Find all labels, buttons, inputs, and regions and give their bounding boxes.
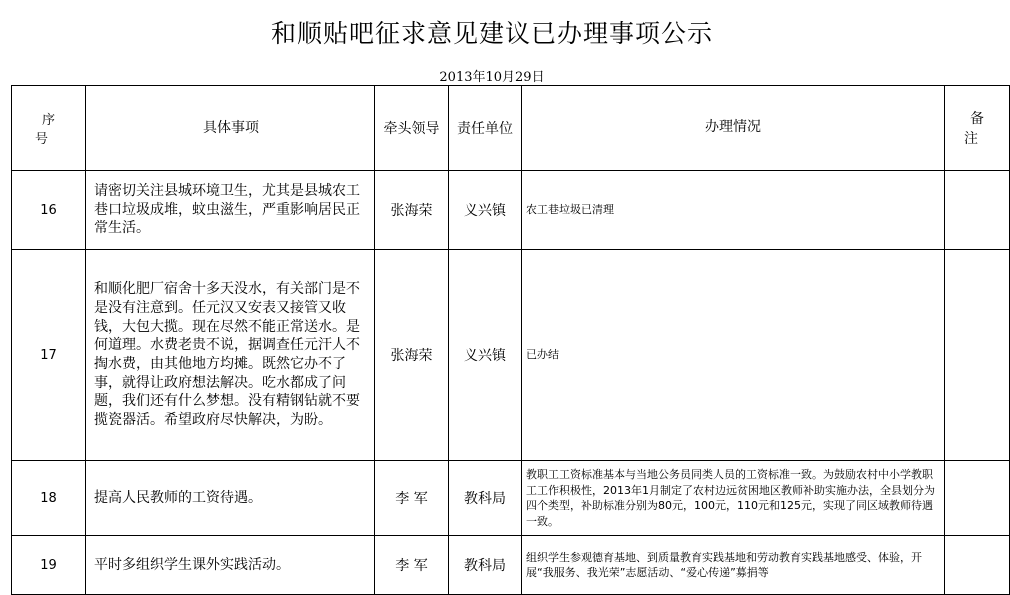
header-note <box>945 86 1010 171</box>
row-item: 请密切关注县城环境卫生，尤其是县城农工巷口垃圾成堆，蚊虫滋生，严重影响居民正常生活。 <box>86 171 375 250</box>
row-leader: 张海荣 <box>375 250 449 461</box>
row-no: 16 <box>12 171 86 250</box>
row-unit: 义兴镇 <box>449 250 522 461</box>
row-note <box>945 250 1010 461</box>
row-note <box>945 171 1010 250</box>
header-unit: 责任单位 <box>449 86 522 171</box>
header-leader: 牵头领导 <box>375 86 449 171</box>
table-row <box>12 461 1010 536</box>
row-unit: 义兴镇 <box>449 171 522 250</box>
row-processing: 已办结 <box>522 250 945 461</box>
row-leader: 李 军 <box>375 461 449 536</box>
row-note <box>945 461 1010 536</box>
header-no-label: 序 号 <box>34 113 69 147</box>
row-item: 平时多组织学生课外实践活动。 <box>86 536 375 595</box>
table-row <box>12 171 1010 250</box>
row-note <box>945 536 1010 595</box>
row-no: 18 <box>12 461 86 536</box>
row-processing: 组织学生参观德育基地、到质量教育实践基地和劳动教育实践基地感受、体验，开展“我服务、我光荣”志愿活动、“爱心传递”募捐等 <box>522 536 945 595</box>
row-no: 19 <box>12 536 86 595</box>
table-row <box>12 536 1010 595</box>
row-processing: 教职工工资标准基本与当地公务员同类人员的工资标准一致。为鼓励农村中小学教职工工作积极性，2013年1月制定了农村边远贫困地区教师补助实施办法，全县划分为四个类型，补助标准分别为80元，100元，110元和125元，实现了同区域教师待遇一致。 <box>522 461 945 536</box>
header-note-label: 备 注 <box>964 111 996 147</box>
row-item: 和顺化肥厂宿舍十多天没水，有关部门是不是没有注意到。任元汉又安表又接管又收钱，大包大揽。现在尽然不能正常送水。是何道理。水费老贵不说，据调查任元汗人不掏水费，由其他地方均摊。既然它办不了事，就得让政府想法解决。吃水都成了问题，我们还有什么梦想。没有精钢钻就不要揽瓷器活。希望政府尽快解决，为盼。 <box>86 250 375 461</box>
row-item: 提高人民教师的工资待遇。 <box>86 461 375 536</box>
row-leader: 李 军 <box>375 536 449 595</box>
row-unit: 教科局 <box>449 461 522 536</box>
row-unit: 教科局 <box>449 536 522 595</box>
row-leader: 张海荣 <box>375 171 449 250</box>
row-no: 17 <box>12 250 86 461</box>
table-header-row <box>12 86 1010 171</box>
matters-table <box>11 85 1010 595</box>
row-processing: 农工巷垃圾已清理 <box>522 171 945 250</box>
header-item: 具体事项 <box>86 86 375 171</box>
page-title: 和顺贴吧征求意见建议已办理事项公示 <box>270 19 713 48</box>
table-row <box>12 250 1010 461</box>
publish-date: 2013年10月29日 <box>439 70 545 85</box>
header-no <box>12 86 86 171</box>
header-processing: 办理情况 <box>522 86 945 171</box>
